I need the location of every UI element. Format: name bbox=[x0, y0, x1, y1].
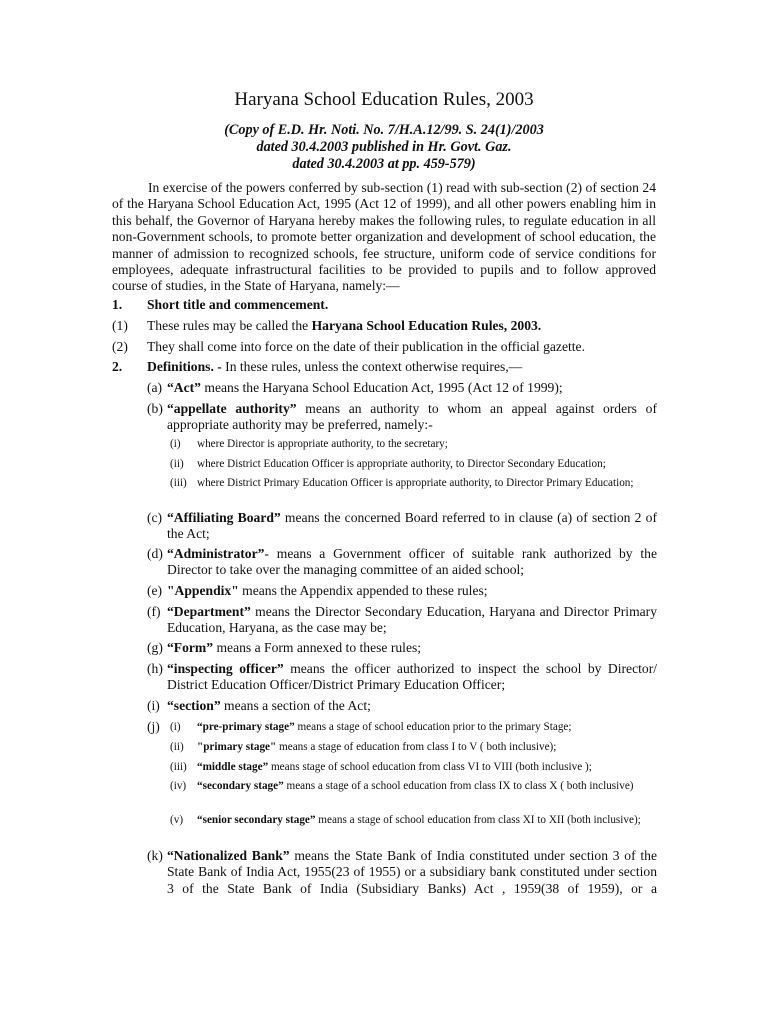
clause-1-2-label: (2) bbox=[112, 339, 128, 354]
section-2-heading: Definitions. - In these rules, unless the context otherwise requires,— bbox=[147, 359, 523, 374]
subtitle-line-2: dated 30.4.2003 published in Hr. Govt. Gaz. bbox=[256, 139, 512, 155]
section-1-heading: Short title and commencement. bbox=[147, 297, 329, 312]
definition-j-sub-iv: (iv) “secondary stage” means a stage of a school education from class IX to class X ( both inclusive) bbox=[170, 780, 634, 792]
definition-k: (k) “Nationalized Bank” means the State Bank of India constituted under section 3 of the State Bank of India Act, 1955(23 of 1955) or a subsidiary bank constituted under section 3 of the State Bank of India (Subsidiary Banks) Act , 1959(38 of 1959), or a bbox=[147, 848, 657, 896]
clause-1-1-label: (1) bbox=[112, 318, 128, 333]
definition-a: (a) “Act” means the Haryana School Education Act, 1995 (Act 12 of 1999); bbox=[147, 380, 563, 395]
definition-c: (c) “Affiliating Board” means the concerned Board referred to in clause (a) of section 2 of the Act; bbox=[147, 510, 657, 542]
definition-d: (d) “Administrator”- means a Government officer of suitable rank authorized by the Director to take over the managing committee of an aided school; bbox=[147, 546, 657, 578]
definition-g: (g) “Form” means a Form annexed to these rules; bbox=[147, 640, 422, 655]
definition-b-sub-i: (i) where Director is appropriate authority, to the secretary; bbox=[170, 438, 448, 450]
definition-b: (b) “appellate authority” means an authority to whom an appeal against orders of appropriate authority may be preferred, namely:- bbox=[147, 401, 657, 433]
definition-j-sub-i: (i) “pre-primary stage” means a stage of school education prior to the primary Stage; bbox=[170, 721, 572, 733]
definition-i: (i) “section” means a section of the Act; bbox=[147, 698, 371, 713]
document-page: Haryana School Education Rules, 2003 (Copy of E.D. Hr. Noti. No. 7/H.A.12/99. S. 24(1)/2003 dated 30.4.2003 published in Hr. Govt. Gaz. dated 30.4.2003 at pp. 459-579) In exercise of the powers conferred by sub-section (1) read with sub-section (2) of section 24 of the Haryana School Education Act, 1995 (Act 12 of 1999), and all other powers enabling him in this behalf, the Governor of Haryana hereby makes the following rules, to regulate education in all non-Government schools, to promote better organization and development of school education, the manner of admission to recognized schools, fee structure, uniform code of service conditions for employees, adequate infrastructural facilities to be provided to pupils and to follow approved course of studies, in the State of Haryana, namely:— 1. Short title and commencement. (1) These rules may be called the Haryana School Education Rules, 2003. (2) They shall come into force on the date of their publication in the official gazette. 2. Definitions. - In these rules, unless the context otherwise requires,— (a) “Act” means the Haryana School Education Act, 1995 (Act 12 of 1999); (b) “appellate authority” means an authority to whom an appeal against orders of appropriate authority may be preferred, namely:- (i) where Director is appropriate authority, to the secretary; (ii) where District Education Officer is appropriate authority, to Director Secondary Education; (iii) where District Primary Education Officer is appropriate authority, to Director Primary Education; (c) “Affiliating Board” means the concerned Board referred to in clause (a) of section 2 of the Act; (d) “Administrator”- means a Government officer of suitable rank authorized by the Director to take over the managing committee of an aided school; (e) "Appendix" means the Appendix appended to these rules; (f) “Department” means the Director Secondary Education, Haryana and Director Primary Education, Haryana, as the case may be; (g) “Form” means a Form annexed to these rules; (h) “inspecting officer” means the officer authorized to inspect the school by Director/ District Education Officer/District Primary Education Officer; (i) “section” means a section of the Act; (j) (i) “pre-primary stage” means a stage of school education prior to the primary Stage; (ii) "primary stage" means a stage of education from class I to V ( both inclusive); (iii) “middle stage” means stage of school education from class VI to VIII (both inclusive ); (iv) “secondary stage” means a stage of a school education from class IX to class X ( both inclusive) (v) “senior secondary stage” means a stage of school education from class XI to XII (both inclusive); (k) “Nationalized Bank” means the State Bank of India constituted under section 3 of the State Bank of India Act, 1955(23 of 1955) or a subsidiary bank constituted under section 3 of the State Bank of India (Subsidiary Banks) Act , 1959(38 of 1959), or a bbox=[0, 0, 768, 1024]
definition-f: (f) “Department” means the Director Secondary Education, Haryana and Director Primary Education, Haryana, as the case may be; bbox=[147, 604, 657, 636]
subtitle-line-3: dated 30.4.2003 at pp. 459-579) bbox=[292, 156, 476, 172]
clause-1-2-text: They shall come into force on the date of their publication in the official gazette. bbox=[147, 339, 585, 354]
document-title: Haryana School Education Rules, 2003 bbox=[234, 89, 534, 110]
section-2-number: 2. bbox=[112, 359, 123, 374]
definition-h: (h) “inspecting officer” means the officer authorized to inspect the school by Director/ District Education Officer/District Primary Education Officer; bbox=[147, 661, 657, 693]
definition-e: (e) "Appendix" means the Appendix appended to these rules; bbox=[147, 583, 488, 598]
definition-j-sub-ii: (ii) "primary stage" means a stage of education from class I to V ( both inclusive); bbox=[170, 741, 557, 753]
subtitle-line-1: (Copy of E.D. Hr. Noti. No. 7/H.A.12/99. S. 24(1)/2003 bbox=[224, 122, 544, 138]
definition-b-sub-iii: (iii) where District Primary Education Officer is appropriate authority, to Director Primary Education; bbox=[170, 477, 634, 489]
section-1-number: 1. bbox=[112, 297, 123, 312]
definition-j-sub-v: (v) “senior secondary stage” means a stage of school education from class XI to XII (both inclusive); bbox=[170, 814, 641, 826]
clause-1-1-text: These rules may be called the Haryana School Education Rules, 2003. bbox=[147, 318, 542, 333]
preamble-paragraph: In exercise of the powers conferred by sub-section (1) read with sub-section (2) of section 24 of the Haryana School Education Act, 1995 (Act 12 of 1999), and all other powers enabling him in this behalf, the Governor of Haryana hereby makes the following rules, to regulate education in all non-Government schools, to promote better organization and development of school education, the manner of admission to recognized schools, fee structure, uniform code of service conditions for employees, adequate infrastructural facilities to be provided to pupils and to follow approved course of studies, in the State of Haryana, namely:— bbox=[112, 180, 656, 294]
definition-j-sub-iii: (iii) “middle stage” means stage of school education from class VI to VIII (both inclusive ); bbox=[170, 761, 592, 773]
definition-b-sub-ii: (ii) where District Education Officer is appropriate authority, to Director Secondary Education; bbox=[170, 458, 606, 470]
